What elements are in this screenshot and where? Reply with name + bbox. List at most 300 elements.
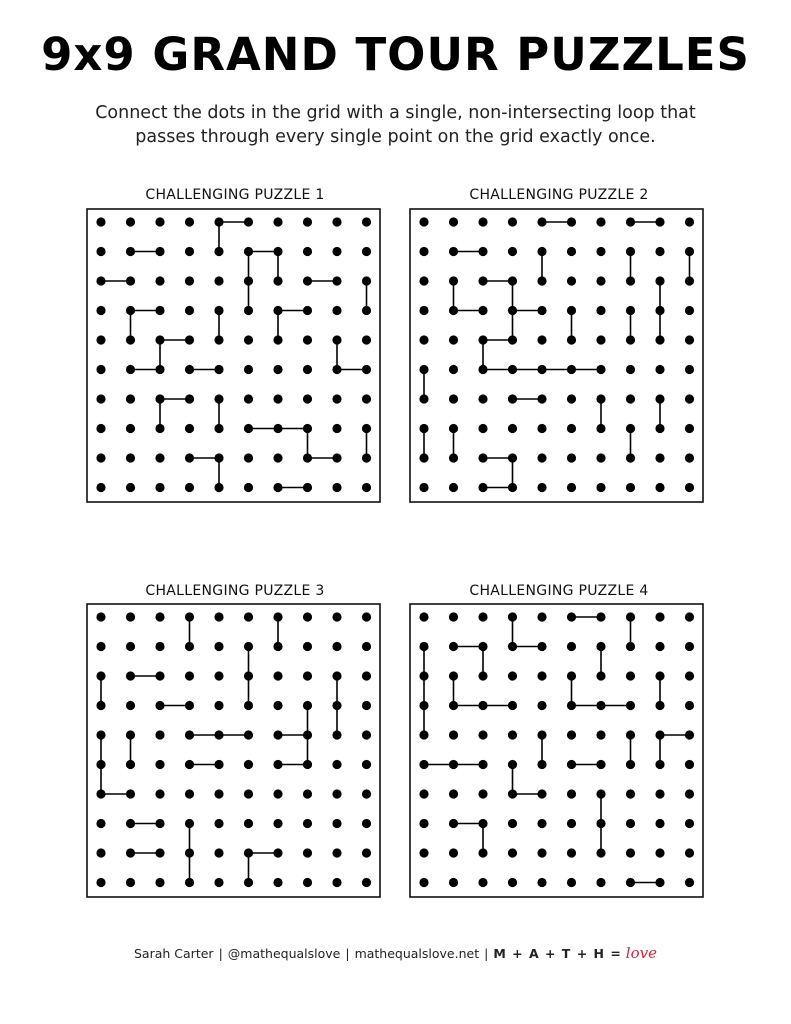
grid-dot: [273, 217, 282, 226]
grid-dot: [596, 789, 605, 798]
grid-dot: [303, 217, 312, 226]
grid-dot: [655, 217, 664, 226]
puzzle-3-grid: [86, 603, 381, 898]
grid-dot: [155, 612, 164, 621]
grid-dot: [626, 365, 635, 374]
grid-dot: [126, 483, 135, 492]
grid-dot: [332, 671, 341, 680]
grid-dot: [96, 306, 105, 315]
grid-dot: [537, 701, 546, 710]
grid-dot: [214, 671, 223, 680]
grid-dot: [155, 671, 164, 680]
grid-dot: [567, 365, 576, 374]
grid-dot: [362, 365, 371, 374]
grid-dot: [332, 701, 341, 710]
grid-dot: [303, 701, 312, 710]
grid-dot: [449, 276, 458, 285]
grid-dot: [449, 671, 458, 680]
grid-dot: [626, 878, 635, 887]
grid-dot: [96, 394, 105, 403]
grid-dot: [185, 642, 194, 651]
instructions: [60, 101, 731, 149]
grid-dot: [185, 453, 194, 462]
grid-dot: [185, 878, 194, 887]
grid-dot: [244, 789, 253, 798]
grid-dot: [273, 483, 282, 492]
grid-dot: [419, 878, 428, 887]
grid-dot: [155, 424, 164, 433]
grid-dot: [155, 642, 164, 651]
grid-dot: [508, 819, 517, 828]
grid-dot: [303, 394, 312, 403]
grid-dot: [126, 819, 135, 828]
grid-dot: [185, 730, 194, 739]
grid-dot: [303, 730, 312, 739]
grid-dot: [537, 483, 546, 492]
grid-dot: [449, 789, 458, 798]
grid-dot: [214, 789, 223, 798]
grid-dot: [626, 848, 635, 857]
grid-dot: [185, 789, 194, 798]
grid-dot: [332, 878, 341, 887]
grid-dot: [332, 642, 341, 651]
grid-dot: [96, 424, 105, 433]
grid-dot: [185, 394, 194, 403]
grid-dot: [655, 483, 664, 492]
grid-dot: [655, 276, 664, 285]
grid-dot: [596, 760, 605, 769]
grid-dot: [332, 483, 341, 492]
puzzle-2-grid: [409, 208, 704, 503]
grid-dot: [567, 306, 576, 315]
grid-dot: [155, 394, 164, 403]
grid-dot: [596, 671, 605, 680]
grid-dot: [185, 247, 194, 256]
grid-dot: [537, 789, 546, 798]
grid-dot: [214, 453, 223, 462]
grid-dot: [508, 760, 517, 769]
grid-dot: [155, 306, 164, 315]
grid-dot: [273, 730, 282, 739]
grid-dot: [303, 671, 312, 680]
grid-dot: [96, 247, 105, 256]
grid-dot: [126, 453, 135, 462]
grid-dot: [478, 612, 487, 621]
grid-dot: [155, 247, 164, 256]
grid-dot: [508, 394, 517, 403]
grid-dot: [214, 612, 223, 621]
puzzle-1-grid: [86, 208, 381, 503]
grid-dot: [537, 365, 546, 374]
grid-dot: [126, 276, 135, 285]
grid-dot: [537, 335, 546, 344]
grid-dot: [685, 394, 694, 403]
grid-dot: [332, 335, 341, 344]
grid-dot: [508, 365, 517, 374]
grid-dot: [508, 612, 517, 621]
puzzle-4-label: CHALLENGING PUZZLE 4: [469, 583, 649, 599]
grid-dot: [332, 760, 341, 769]
grid-dot: [332, 612, 341, 621]
grid-dot: [185, 217, 194, 226]
grid-dot: [449, 642, 458, 651]
grid-dot: [626, 730, 635, 739]
grid-dot: [273, 789, 282, 798]
grid-dot: [478, 424, 487, 433]
grid-dot: [273, 306, 282, 315]
grid-dot: [626, 760, 635, 769]
grid-dot: [214, 217, 223, 226]
grid-dot: [273, 878, 282, 887]
grid-dot: [685, 217, 694, 226]
grid-dot: [685, 671, 694, 680]
grid-dot: [567, 424, 576, 433]
grid-dot: [478, 217, 487, 226]
grid-dot: [155, 819, 164, 828]
grid-dot: [244, 642, 253, 651]
grid-dot: [362, 819, 371, 828]
grid-dot: [273, 453, 282, 462]
footer: [0, 944, 791, 962]
grid-dot: [537, 878, 546, 887]
grid-dot: [244, 276, 253, 285]
grid-dot: [362, 878, 371, 887]
grid-dot: [244, 365, 253, 374]
grid-dot: [508, 217, 517, 226]
grid-dot: [419, 247, 428, 256]
grid-dot: [626, 642, 635, 651]
grid-dot: [419, 483, 428, 492]
footer-handle: @mathequalslove: [227, 946, 341, 961]
grid-dot: [303, 335, 312, 344]
grid-dot: [685, 306, 694, 315]
grid-dot: [478, 453, 487, 462]
grid-dot: [655, 612, 664, 621]
grid-dot: [244, 335, 253, 344]
grid-dot: [655, 306, 664, 315]
grid-dot: [685, 247, 694, 256]
grid-dot: [626, 424, 635, 433]
grid-dot: [126, 365, 135, 374]
grid-dot: [96, 453, 105, 462]
grid-dot: [185, 819, 194, 828]
grid-dot: [244, 394, 253, 403]
grid-dot: [244, 217, 253, 226]
grid-dot: [362, 394, 371, 403]
grid-dot: [626, 701, 635, 710]
grid-dot: [185, 701, 194, 710]
grid-dot: [449, 760, 458, 769]
grid-dot: [303, 612, 312, 621]
grid-dot: [96, 701, 105, 710]
grid-dot: [596, 335, 605, 344]
grid-dot: [273, 671, 282, 680]
grid-dot: [303, 878, 312, 887]
grid-dot: [567, 760, 576, 769]
grid-dot: [596, 394, 605, 403]
grid-dot: [273, 365, 282, 374]
grid-dot: [303, 247, 312, 256]
grid-dot: [362, 789, 371, 798]
grid-dot: [655, 730, 664, 739]
grid-dot: [126, 671, 135, 680]
grid-dot: [155, 760, 164, 769]
puzzle-1-label: CHALLENGING PUZZLE 1: [145, 187, 325, 203]
grid-dot: [626, 453, 635, 462]
grid-dot: [449, 848, 458, 857]
grid-dot: [537, 848, 546, 857]
grid-dot: [126, 335, 135, 344]
grid-dot: [655, 642, 664, 651]
grid-dot: [655, 453, 664, 462]
footer-author: Sarah Carter: [134, 946, 214, 961]
grid-dot: [537, 671, 546, 680]
grid-dot: [362, 276, 371, 285]
grid-dot: [508, 276, 517, 285]
grid-dot: [596, 424, 605, 433]
grid-dot: [214, 247, 223, 256]
grid-dot: [273, 335, 282, 344]
grid-dot: [449, 819, 458, 828]
grid-dot: [96, 612, 105, 621]
grid-dot: [155, 217, 164, 226]
grid-dot: [626, 671, 635, 680]
grid-dot: [303, 365, 312, 374]
grid-dot: [567, 671, 576, 680]
grid-dot: [508, 701, 517, 710]
grid-dot: [185, 612, 194, 621]
grid-dot: [685, 819, 694, 828]
grid-dot: [626, 306, 635, 315]
grid-dot: [419, 453, 428, 462]
grid-dot: [449, 394, 458, 403]
grid-dot: [332, 306, 341, 315]
grid-dot: [155, 483, 164, 492]
grid-dot: [303, 789, 312, 798]
grid-dot: [596, 306, 605, 315]
puzzle-4-grid: [409, 603, 704, 898]
grid-dot: [244, 701, 253, 710]
grid-dot: [332, 819, 341, 828]
instructions-line-2: passes through every single point on the grid exactly once.: [135, 127, 656, 147]
grid-dot: [244, 819, 253, 828]
grid-dot: [185, 483, 194, 492]
grid-dot: [478, 730, 487, 739]
grid-dot: [655, 848, 664, 857]
grid-dot: [303, 424, 312, 433]
grid-dot: [362, 453, 371, 462]
grid-dot: [273, 819, 282, 828]
grid-dot: [567, 612, 576, 621]
grid-dot: [303, 306, 312, 315]
grid-dot: [362, 848, 371, 857]
grid-dot: [508, 789, 517, 798]
grid-dot: [244, 848, 253, 857]
grid-dot: [244, 730, 253, 739]
grid-dot: [596, 701, 605, 710]
grid-dot: [596, 365, 605, 374]
grid-dot: [449, 335, 458, 344]
grid-dot: [508, 453, 517, 462]
grid-dot: [685, 789, 694, 798]
grid-dot: [126, 878, 135, 887]
grid-dot: [567, 730, 576, 739]
grid-dot: [126, 306, 135, 315]
grid-dot: [596, 878, 605, 887]
grid-dot: [155, 276, 164, 285]
grid-dot: [419, 819, 428, 828]
grid-dot: [567, 642, 576, 651]
grid-dot: [537, 760, 546, 769]
grid-dot: [449, 701, 458, 710]
grid-dot: [537, 730, 546, 739]
grid-dot: [214, 365, 223, 374]
grid-dot: [419, 642, 428, 651]
grid-dot: [478, 365, 487, 374]
grid-dot: [537, 453, 546, 462]
grid-dot: [96, 760, 105, 769]
grid-dot: [244, 247, 253, 256]
grid-dot: [244, 760, 253, 769]
grid-dot: [303, 483, 312, 492]
grid-dot: [273, 247, 282, 256]
grid-dot: [96, 276, 105, 285]
grid-dot: [478, 276, 487, 285]
grid-dot: [362, 306, 371, 315]
grid-dot: [685, 701, 694, 710]
grid-dot: [96, 671, 105, 680]
grid-dot: [303, 848, 312, 857]
grid-dot: [478, 306, 487, 315]
grid-dot: [332, 848, 341, 857]
grid-dot: [449, 306, 458, 315]
grid-dot: [685, 453, 694, 462]
grid-dot: [273, 394, 282, 403]
grid-dot: [332, 453, 341, 462]
grid-dot: [332, 730, 341, 739]
grid-dot: [449, 483, 458, 492]
grid-dot: [478, 247, 487, 256]
grid-dot: [96, 365, 105, 374]
grid-dot: [214, 306, 223, 315]
grid-dot: [303, 760, 312, 769]
grid-dot: [419, 848, 428, 857]
grid-dot: [244, 612, 253, 621]
grid-dot: [419, 671, 428, 680]
grid-dot: [126, 760, 135, 769]
grid-dot: [537, 394, 546, 403]
grid-dot: [155, 789, 164, 798]
grid-dot: [567, 335, 576, 344]
grid-dot: [626, 276, 635, 285]
grid-dot: [626, 335, 635, 344]
footer-separator: |: [345, 946, 350, 961]
grid-dot: [273, 848, 282, 857]
footer-site: mathequalslove.net: [354, 946, 480, 961]
grid-dot: [155, 701, 164, 710]
grid-dot: [419, 760, 428, 769]
grid-dot: [362, 730, 371, 739]
grid-dot: [214, 642, 223, 651]
grid-dot: [419, 217, 428, 226]
grid-dot: [419, 424, 428, 433]
grid-dot: [567, 247, 576, 256]
grid-dot: [567, 276, 576, 285]
grid-dot: [419, 394, 428, 403]
page-title: 9x9 GRAND TOUR PUZZLES: [41, 28, 750, 81]
grid-dot: [362, 701, 371, 710]
grid-dot: [508, 306, 517, 315]
grid-dot: [449, 878, 458, 887]
grid-dot: [362, 612, 371, 621]
grid-dot: [185, 848, 194, 857]
puzzle-2-label: CHALLENGING PUZZLE 2: [469, 187, 649, 203]
grid-dot: [537, 306, 546, 315]
grid-dot: [362, 483, 371, 492]
grid-dot: [626, 819, 635, 828]
grid-dot: [567, 394, 576, 403]
grid-dot: [655, 789, 664, 798]
grid-dot: [626, 217, 635, 226]
grid-dot: [537, 276, 546, 285]
grid-dot: [273, 276, 282, 285]
grid-dot: [508, 424, 517, 433]
grid-dot: [244, 453, 253, 462]
grid-dot: [419, 276, 428, 285]
grid-dot: [685, 642, 694, 651]
grid-dot: [626, 394, 635, 403]
grid-dot: [273, 701, 282, 710]
grid-dot: [332, 424, 341, 433]
grid-dot: [96, 483, 105, 492]
grid-dot: [303, 642, 312, 651]
grid-dot: [419, 701, 428, 710]
grid-dot: [478, 483, 487, 492]
grid-dot: [596, 730, 605, 739]
grid-dot: [478, 819, 487, 828]
grid-dot: [244, 306, 253, 315]
instructions-line-1: Connect the dots in the grid with a single, non-intersecting loop that: [95, 103, 696, 123]
grid-dot: [126, 247, 135, 256]
grid-dot: [419, 306, 428, 315]
grid-dot: [685, 483, 694, 492]
grid-dot: [567, 848, 576, 857]
grid-dot: [508, 335, 517, 344]
grid-dot: [214, 276, 223, 285]
grid-dot: [419, 730, 428, 739]
grid-dot: [655, 424, 664, 433]
grid-dot: [332, 394, 341, 403]
grid-dot: [567, 453, 576, 462]
grid-dot: [214, 760, 223, 769]
grid-dot: [478, 335, 487, 344]
grid-dot: [626, 789, 635, 798]
grid-dot: [126, 701, 135, 710]
grid-dot: [362, 642, 371, 651]
footer-separator: |: [484, 946, 489, 961]
grid-dot: [126, 394, 135, 403]
grid-dot: [655, 878, 664, 887]
grid-dot: [244, 671, 253, 680]
grid-dot: [214, 730, 223, 739]
grid-dot: [96, 730, 105, 739]
grid-dot: [478, 848, 487, 857]
grid-dot: [685, 878, 694, 887]
grid-dot: [685, 612, 694, 621]
grid-dot: [155, 335, 164, 344]
grid-dot: [155, 878, 164, 887]
grid-dot: [626, 483, 635, 492]
